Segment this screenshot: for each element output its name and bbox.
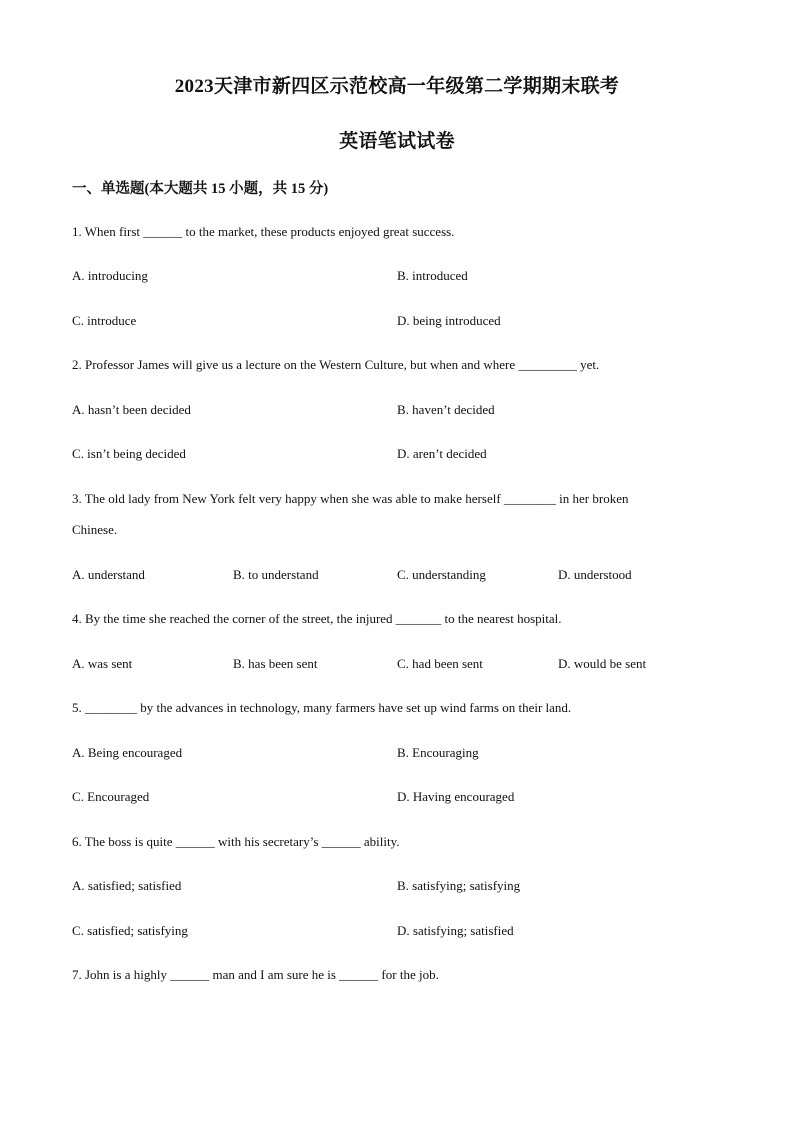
question-1-option-b: B. introduced <box>397 268 468 283</box>
section-heading: 一、单选题(本大题共 15 小题，共 15 分) <box>72 181 329 197</box>
question-2-stem: 2. Professor James will give us a lecture on the Western Culture, but when and where _________ yet. <box>72 357 600 372</box>
question-3-option-c: C. understanding <box>397 567 486 582</box>
question-1-stem: 1. When first ______ to the market, these products enjoyed great success. <box>72 224 455 239</box>
question-3-option-b: B. to understand <box>233 567 319 582</box>
question-5-stem: 5. ________ by the advances in technology, many farmers have set up wind farms on their land. <box>72 700 572 715</box>
question-4-option-d: D. would be sent <box>558 656 647 671</box>
question-4-option-a: A. was sent <box>72 656 133 671</box>
question-2-option-c: C. isn’t being decided <box>72 446 186 461</box>
question-2-option-d: D. aren’t decided <box>397 446 487 461</box>
question-2-option-b: B. haven’t decided <box>397 402 495 417</box>
question-6-option-d: D. satisfying; satisfied <box>397 923 514 938</box>
question-3-option-a: A. understand <box>72 567 145 582</box>
question-4-option-b: B. has been sent <box>233 656 318 671</box>
question-6-option-b: B. satisfying; satisfying <box>397 878 521 893</box>
question-5-option-b: B. Encouraging <box>397 745 479 760</box>
question-4-option-c: C. had been sent <box>397 656 483 671</box>
question-1-option-a: A. introducing <box>72 268 148 283</box>
question-2-option-a: A. hasn’t been decided <box>72 402 191 417</box>
question-7-stem: 7. John is a highly ______ man and I am sure he is ______ for the job. <box>72 967 439 982</box>
question-3-stem-continued: Chinese. <box>72 522 118 537</box>
question-5-option-d: D. Having encouraged <box>397 789 515 804</box>
exam-title: 2023天津市新四区示范校高一年级第二学期期末联考 <box>174 76 620 97</box>
question-5-option-c: C. Encouraged <box>72 789 150 804</box>
question-6-option-c: C. satisfied; satisfying <box>72 923 188 938</box>
question-6-option-a: A. satisfied; satisfied <box>72 878 182 893</box>
exam-subtitle: 英语笔试试卷 <box>339 131 455 152</box>
question-6-stem: 6. The boss is quite ______ with his secretary’s ______ ability. <box>72 834 400 849</box>
question-1-option-d: D. being introduced <box>397 313 501 328</box>
question-3-stem: 3. The old lady from New York felt very happy when she was able to make herself ________ in her broken <box>72 491 629 506</box>
question-4-stem: 4. By the time she reached the corner of the street, the injured _______ to the nearest hospital. <box>72 611 562 626</box>
question-5-option-a: A. Being encouraged <box>72 745 183 760</box>
question-3-option-d: D. understood <box>558 567 632 582</box>
question-1-option-c: C. introduce <box>72 313 137 328</box>
